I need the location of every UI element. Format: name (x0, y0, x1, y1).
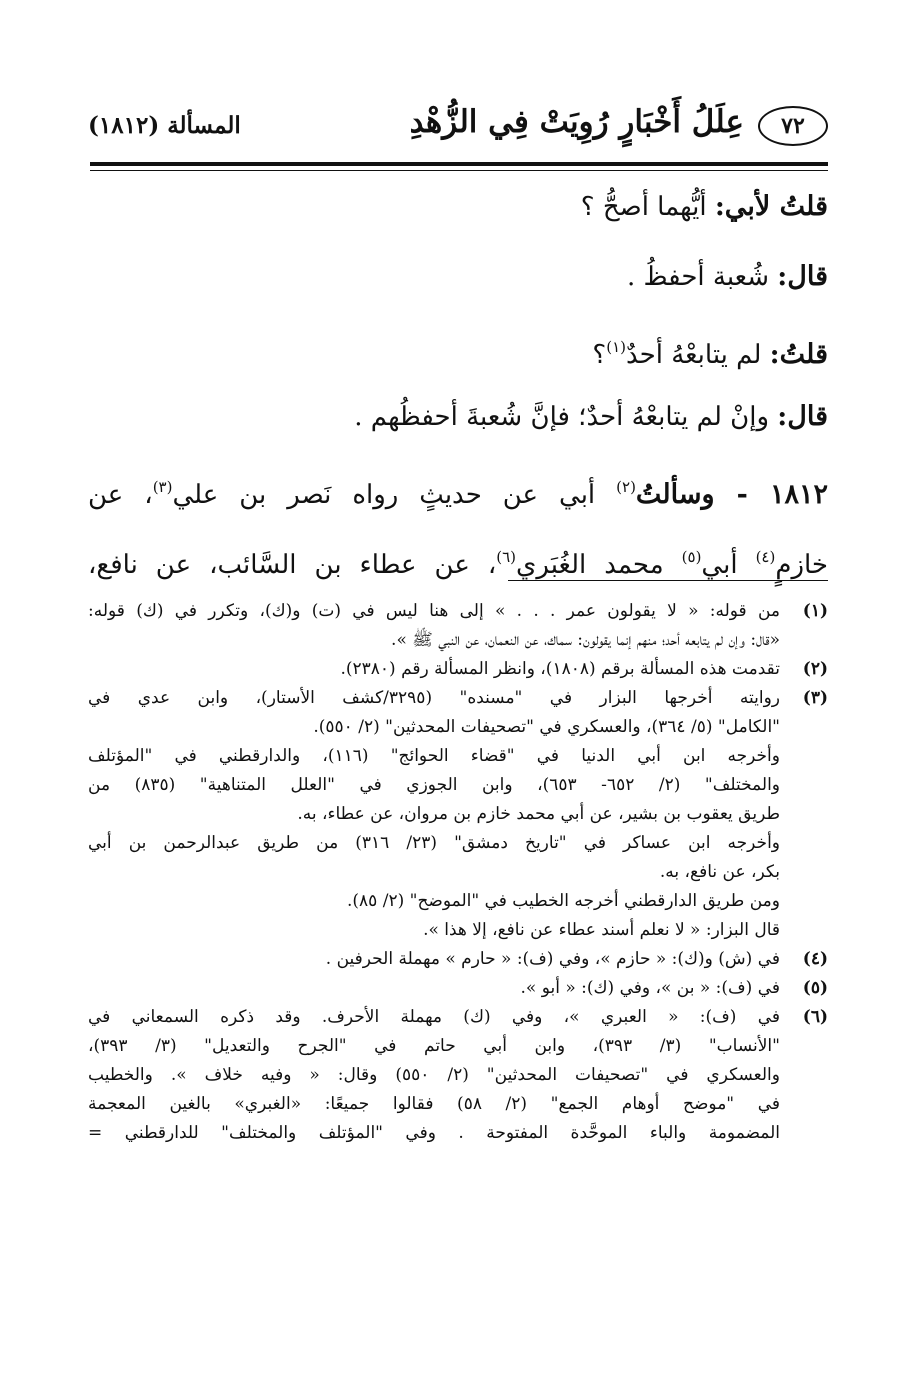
footnote-3 (88, 684, 828, 945)
footnote-ref: (٥) (681, 548, 702, 566)
main-text (88, 172, 828, 592)
issue-text: محمد الغُبَري (516, 550, 682, 580)
footnote-separator (508, 580, 828, 581)
page-number: ٧٢ (758, 106, 828, 146)
main-line-1 (88, 172, 828, 242)
footnote-line: قال البزار: « لا نعلم أسند عطاء عن نافع، إلا هذا ». (423, 920, 780, 940)
header-rule-thin (90, 170, 828, 171)
footnote-ref: (٤) (755, 548, 776, 566)
issue-text: خازمٍ (775, 550, 828, 580)
footnote-ref: (٢) (616, 478, 636, 496)
footnote-line: "الأنساب" (٣/ ٣٩٣)، وابن أبي حاتم في "الجرح والتعديل" (٣/ ٣٩٣)، (88, 1036, 780, 1056)
main-line-text: شُعبة أحفظُ . (626, 262, 778, 292)
main-line-text: أيُّهما أصحُّ ؟ (580, 192, 715, 222)
footnote-line: ومن طريق الدارقطني أخرجه الخطيب في "الموضح" (٢/ ٨٥). (347, 891, 780, 911)
footnote-line: في (ف): « بن »، وفي (ك): « أبو ». (520, 978, 780, 998)
main-line-3 (88, 312, 828, 382)
footnote-5 (88, 974, 828, 1003)
footnote-ref: (٦) (496, 548, 517, 566)
footnote-number: (٦) (802, 1007, 828, 1027)
issue-text: ، عن عطاء بن السَّائب، عن نافع، (88, 550, 497, 580)
footnote-number: (٤) (802, 949, 828, 969)
footnote-ref: (٣) (152, 478, 173, 496)
footnote-line: في "موضح أوهام الجمع" (٢/ ٥٨) فقالوا جميعًا: «الغبري» بالغين المعجمة (88, 1094, 780, 1114)
book-title: عِلَلُ أَخْبَارٍ رُوِيَتْ فِي الزُّهْدِ (409, 104, 744, 140)
footnote-line: في (ش) و(ك): « حازم »، وفي (ف): « حارم » مهملة الحرفين . (325, 949, 780, 969)
speaker-label: قلتُ: (769, 339, 828, 370)
footnote-line: وأخرجه ابن أبي الدنيا في "قضاء الحوائج" (١١٦)، والدارقطني في "المؤتلف (88, 746, 780, 766)
footnote-line: من قوله: « لا يقولون عمر . . . » إلى هنا ليس في (ت) و(ك)، وتكرر في (ك) قوله: (88, 601, 780, 621)
footnote-number: (٣) (802, 688, 828, 708)
footnote-line: والمختلف" (٢/ ٦٥٢- ٦٥٣)، وابن الجوزي في "العلل المتناهية" (٨٣٥) من (88, 775, 780, 795)
footnote-number: (١) (802, 601, 828, 621)
footnotes (88, 597, 828, 1148)
main-line-4 (88, 382, 828, 452)
footnote-line: بكر، عن نافع، به. (659, 862, 780, 882)
footnote-4 (88, 945, 828, 974)
running-header (88, 100, 828, 156)
issue-text: ، عن (88, 480, 153, 510)
main-line-text: وإنْ لم يتابعْهُ أحدٌ؛ فإنَّ شُعبةَ أحفظُهم . (354, 402, 778, 432)
issue-line-1 (88, 452, 828, 522)
footnote-1 (88, 597, 828, 655)
footnote-ref: (١) (606, 338, 626, 356)
speaker-label: قلتُ لأبي: (714, 191, 828, 222)
footnote-line: روايته أخرجها البزار في "مسنده" (٣٢٩٥/كشف الأستار)، وابن عدي في (88, 688, 780, 708)
footnote-line: في (ف): « العبري »، وفي (ك) مهملة الأحرف. وقد ذكره السمعاني في (88, 1007, 780, 1027)
issue-label: المسألة (١٨١٢) (88, 112, 241, 139)
main-line-text: لم يتابعْهُ أحدٌ (625, 340, 770, 370)
footnote-number: (٥) (802, 978, 828, 998)
footnote-6 (88, 1003, 828, 1148)
footnote-line: وأخرجه ابن عساكر في "تاريخ دمشق" (٢٣/ ٣١٦) من طريق عبدالرحمن بن أبي (88, 833, 780, 853)
issue-line-2 (88, 522, 828, 592)
header-rule-thick (90, 162, 828, 166)
footnote-line: تقدمت هذه المسألة برقم (١٨٠٨)، وانظر المسألة رقم (٢٣٨٠). (340, 659, 780, 679)
issue-text: أبي (701, 550, 756, 580)
footnote-line: والعسكري في "تصحيفات المحدثين" (٢/ ٥٥٠) وقال: « وفيه خلاف ». والخطيب (88, 1065, 780, 1085)
main-line-text: ؟ (592, 340, 607, 370)
footnote-line: "الكامل" (٥/ ٣٦٤)، والعسكري في "تصحيفات المحدثين" (٢/ ٥٥٠). (313, 717, 780, 737)
main-line-2 (88, 242, 828, 312)
footnote-number: (٢) (802, 659, 828, 679)
issue-text: أبي عن حديثٍ رواه نَصر بن علي (172, 480, 617, 510)
footnote-line: «قال: وإن لم يتابعه أحد؛ منهم إنما يقولون: سماك، عن النعمان، عن النبي ﷺ ». (391, 630, 780, 650)
issue-heading: ١٨١٢ - وسألتُ (635, 479, 828, 510)
footnote-line: المضمومة والباء الموحَّدة المفتوحة . وفي "المؤتلف والمختلف" للدارقطني = (88, 1123, 780, 1143)
footnote-2 (88, 655, 828, 684)
speaker-label: قال: (777, 261, 828, 292)
speaker-label: قال: (777, 401, 828, 432)
footnote-line: طريق يعقوب بن بشير، عن أبي محمد خازم بن مروان، عن عطاء، به. (297, 804, 780, 824)
